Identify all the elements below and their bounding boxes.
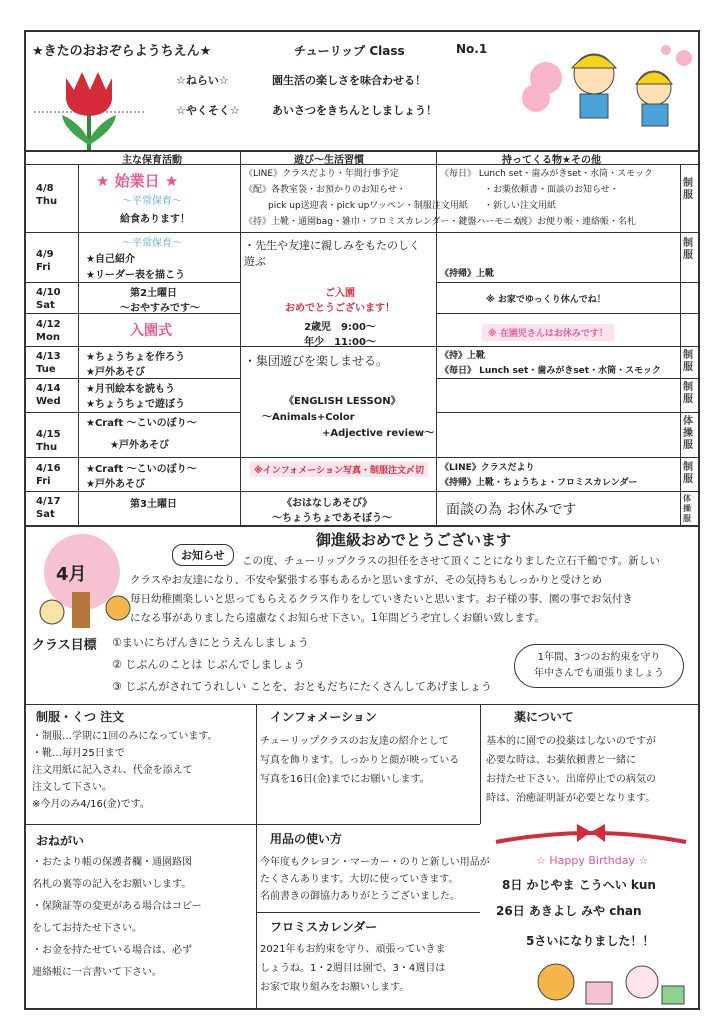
play-text: ・集団遊びを楽しませる。 xyxy=(244,354,389,368)
bring-list: 《毎日》 Lunch set・歯みがきset・水筒・スモック ・お薬依頼書・面談のお知らせ・ ・新しい注文用紙 《渡》お便り帳・連絡帳・名札 xyxy=(440,169,653,227)
notice-label: お知らせ xyxy=(172,544,234,566)
activity-text: ★Craft ～こいのぼり～ xyxy=(86,418,197,429)
bring-text: 《毎日》 Lunch set・歯みがきset・水筒・スモック xyxy=(440,366,661,376)
uniform-title: 制服・くつ 注文 xyxy=(36,710,125,724)
dress-code: 制服 xyxy=(683,238,693,261)
activity-text: 給食あります！ xyxy=(120,214,190,225)
notice-body: クラスやお友達になり、不安や緊張する事もあるかと思いますが、その気持ちもしっかりと受けとめ 毎日幼稚園楽しいと思ってもらえるクラス作りをしていきたいと思います。お子様の事、園の事でお気付き になる事がありましたら遠慮なくお知らせ下さい。1年間どうぞ宜しくお願い致します。 xyxy=(130,574,633,624)
newsletter-page xyxy=(24,30,700,1010)
dress-code: 体操服 xyxy=(683,416,693,451)
bring-text: 《持》上靴 xyxy=(440,351,486,361)
dress-code: 制服 xyxy=(683,178,693,201)
goal-list: ①まいにちげんきにとうえんしましょう ② じぶんのことは じぶんでしましょう ③ じぶんがされてうれしい ことを、おともだちにたくさんしてあげましょう xyxy=(112,636,492,693)
entrance-box: ご入園 おめでとうございます！ 2歳児 9:00～ 年少 11:00～ xyxy=(285,288,395,348)
bring-text: 面談の為 お休みです xyxy=(446,502,577,518)
kids-illustration xyxy=(516,38,698,134)
activity-text: ★リーダー表を描こう xyxy=(86,270,185,281)
bring-text: 《LINE》クラスだより xyxy=(440,463,535,473)
date-cell: 4/12 Mon xyxy=(36,319,61,343)
activity-text: ～平常保育～ xyxy=(122,238,182,249)
activity-text: ★ちょうちょを作ろう xyxy=(86,352,185,363)
dress-code: 制服 xyxy=(683,350,693,373)
bring-text: 《持帰》上靴 xyxy=(440,269,495,279)
notice-body: この度、チューリップクラスの担任をさせて頂くことになりました立石千鶴です。新しい xyxy=(242,555,660,567)
medicine-text: 基本的に園での投薬はしないのですが 必要な時は、お薬依頼書と一緒に お持たせ下さい。出席停止での病気の 時は、治癒証明証が必要となります。 xyxy=(486,736,656,804)
goal-label: クラス目標 xyxy=(32,638,97,653)
date-cell: 4/14 Wed xyxy=(36,383,61,407)
header-play: 遊び～生活習慣 xyxy=(294,155,364,166)
story-text: ～ちょうちょであそぼう～ xyxy=(272,513,392,524)
class-label: チューリップ Class xyxy=(294,44,405,58)
month-label: 4月 xyxy=(56,564,87,585)
activity-text: ★Craft ～こいのぼり～ xyxy=(86,464,197,475)
english-text: +Adjective review～ xyxy=(322,428,435,439)
activity-text: 第3土曜日 xyxy=(130,499,177,510)
date-cell: 4/16 Fri xyxy=(36,463,61,487)
request-text: ・おたより帳の保護者欄・通園路図 名札の裏等の記入をお願いします。 ・保険証等の変更がある場合はコピー をしてお持たせ下さい。 ・お金を持たせている場合は、必ず 連絡帳に一言書いて下さい。 xyxy=(32,857,202,978)
story-title: 《おはなしあそび》 xyxy=(282,498,373,509)
supplies-text: 今年度もクレヨン・マーカー・のりと新しい用品が たくさんあります。大切に使っていきます。 名前書きの御協力ありがとうございました。 xyxy=(260,857,490,902)
birthday-line: 8日 かじやま こうへい kun xyxy=(502,878,656,892)
info-text: チューリップクラスのお友達の紹介として 写真を飾ります。しっかりと顔が映っている 写真を16日(金)までにお願いします。 xyxy=(260,736,460,785)
date-cell: 4/10 Sat xyxy=(36,287,61,311)
dress-code: 体操服 xyxy=(683,494,691,523)
uniform-text: ・制服…学期に1回のみになっています。 ・靴…毎月25日まで 注文用紙に記入され、代金を添えて 注文して下さい。 ※今月のみ4/16(金)です。 xyxy=(32,731,218,810)
date-cell: 4/9 Fri xyxy=(36,249,54,273)
dress-code: 制服 xyxy=(683,462,693,485)
school-name: ★きたのおおぞらようちえん★ xyxy=(32,44,212,59)
bring-text: ※ 在園児さんはお休みです！ xyxy=(482,324,614,341)
activity-text: ～平常保育～ xyxy=(122,196,182,207)
date-cell: 4/17 Sat xyxy=(36,496,61,520)
notice-title: 御進級おめでとうございます xyxy=(316,531,512,549)
calendar-text: 2021年もお約束を守り、頑張っていきま しょうね。1・2週目は園で、3・4週目は お家で取り組みをお願いします。 xyxy=(260,944,446,993)
dress-code: 制服 xyxy=(683,382,693,405)
aim-label: ☆ねらい☆ xyxy=(176,74,229,87)
medicine-title: 薬について xyxy=(514,710,574,724)
info-title: インフォメーション xyxy=(270,710,377,724)
activity-text: ★月刊絵本を読もう xyxy=(86,384,175,395)
info-photo-deadline: ※インフォメーション写真・制服注文〆切 xyxy=(250,462,428,477)
activity-text: ～おやすみです～ xyxy=(120,303,200,314)
birthday-line: 26日 あきよし みや chan xyxy=(496,904,642,918)
activity-title: ★ 始業日 ★ xyxy=(96,172,179,190)
birthday-line: 5さいになりました！！ xyxy=(526,934,655,948)
activity-text: ★戸外あそび xyxy=(110,440,169,451)
activity-text: ★自己紹介 xyxy=(86,254,135,265)
promise-label: ☆やくそく☆ xyxy=(176,104,240,117)
activity-text: ★戸外あそび xyxy=(86,479,145,490)
activity-text: ★ちょうちょで遊ぼう xyxy=(86,399,185,410)
promise-text: あいさつをきちんとしましょう！ xyxy=(272,104,437,117)
tulip-illustration xyxy=(34,60,144,152)
animals-illustration xyxy=(516,952,692,1008)
issue-number: No.1 xyxy=(456,42,488,56)
play-text: ・先生や友達に親しみをもたのしく遊ぶ xyxy=(244,239,420,268)
tree-illustration xyxy=(32,532,142,632)
activity-text: ★戸外あそび xyxy=(86,367,145,378)
calendar-title: フロミスカレンダー xyxy=(270,920,378,934)
activity-title: 入園式 xyxy=(130,323,172,339)
date-cell: 4/15 Thu xyxy=(36,429,61,453)
activity-text: 第2土曜日 xyxy=(130,288,177,299)
request-title: おねがい xyxy=(36,834,85,848)
date-cell: 4/8 Thu xyxy=(36,183,58,207)
supplies-title: 用品の使い方 xyxy=(270,832,343,846)
aim-text: 園生活の楽しさを味合わせる！ xyxy=(272,74,426,87)
header-activities: 主な保育活動 xyxy=(122,155,182,166)
bring-text: 《持帰》上靴・ちょうちょ・フロミスカレンダー xyxy=(440,478,638,488)
english-text: ～Animals+Color xyxy=(262,412,355,423)
play-list: 《LINE》クラスだより・年間行事予定 《配》各教室袋・お預かりのお知らせ・ pick up送迎表・pick upワッペン・制服注文用紙 《持》上靴・通園bag・雑巾・フロミスカレンダー・鍵盤ハーモニカ xyxy=(244,169,522,227)
goal-bubble: 1年間、3つのお約束を守り 年中さんでも頑張りましょう xyxy=(514,644,684,688)
bring-text: ※ お家でゆっくり休んでね！ xyxy=(486,295,606,305)
english-title: 《ENGLISH LESSON》 xyxy=(284,396,401,407)
date-cell: 4/13 Tue xyxy=(36,351,61,375)
birthday-title: ☆ Happy Birthday ☆ xyxy=(536,854,649,867)
header-bring: 持ってくる物★その他 xyxy=(502,155,601,166)
